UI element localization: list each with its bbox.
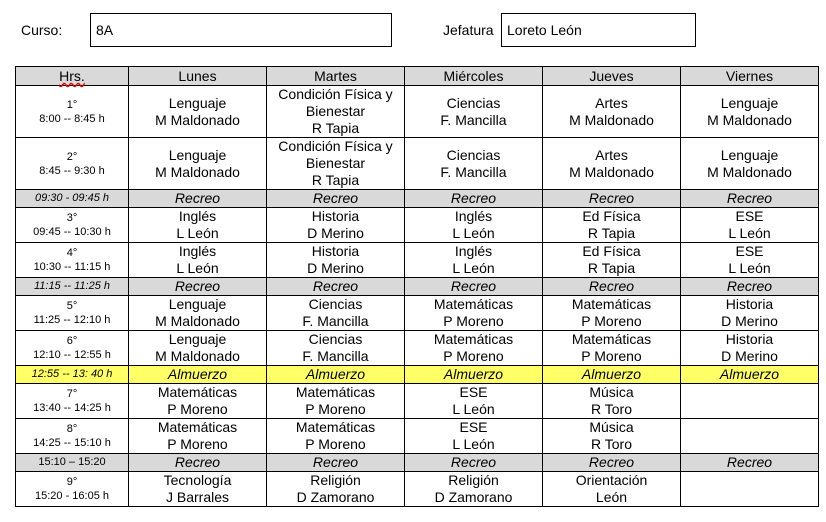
class-cell: [405, 384, 543, 419]
period-number: 3°: [66, 212, 78, 224]
teacher-name: L León: [452, 225, 495, 241]
subject-name: ESE: [735, 243, 764, 259]
class-cell: [681, 384, 819, 419]
col-header-miercoles: Miércoles: [405, 67, 543, 86]
subject-name: Lenguaje: [168, 331, 227, 347]
time-cell: 15:10 – 15:20: [16, 454, 129, 472]
col-header-hrs-text: Hrs.: [59, 68, 85, 84]
teacher-name: L León: [728, 225, 771, 241]
col-header-viernes: Viernes: [681, 67, 819, 86]
subject-name: Lenguaje: [168, 94, 227, 111]
break-cell: Recreo: [543, 278, 681, 296]
teacher-name: F. Mancilla: [440, 163, 507, 180]
period-number: 6°: [66, 335, 78, 347]
period-row: [16, 296, 819, 331]
period-row: [16, 138, 819, 190]
period-time: 8:00 -- 8:45 h: [39, 112, 105, 125]
teacher-name: D Zamorano: [296, 489, 375, 505]
class-cell: [543, 243, 681, 278]
break-cell: Recreo: [543, 190, 681, 208]
teacher-name: P Moreno: [443, 348, 504, 364]
teacher-name: M Maldonado: [569, 163, 654, 180]
teacher-name: R Tapia: [587, 225, 636, 241]
period-number: 4°: [66, 247, 78, 259]
subject-name: Matemáticas: [571, 331, 652, 347]
teacher-name: D Merino: [307, 260, 364, 276]
teacher-name: León: [595, 489, 628, 505]
break-row: [16, 190, 819, 208]
jefatura-label: Jefatura: [443, 22, 494, 38]
class-cell: [543, 472, 681, 507]
time-cell: [16, 419, 129, 454]
time-cell: [16, 208, 129, 243]
class-cell: [405, 243, 543, 278]
teacher-name: M Maldonado: [569, 111, 654, 128]
class-cell: [267, 331, 405, 366]
class-cell: [405, 419, 543, 454]
class-cell: [129, 243, 267, 278]
subject-name: Ed Física: [582, 243, 641, 259]
class-cell: [267, 243, 405, 278]
class-cell: [405, 331, 543, 366]
class-cell: [405, 86, 543, 138]
teacher-name: M Maldonado: [155, 348, 240, 364]
class-cell: [543, 296, 681, 331]
teacher-name: D Zamorano: [434, 489, 513, 505]
subject-name: Lenguaje: [720, 146, 779, 163]
class-cell: [543, 384, 681, 419]
subject-name: Música: [589, 419, 634, 435]
subject-name: Religión: [310, 472, 361, 488]
class-cell: [267, 419, 405, 454]
time-cell: 12:55 -- 13: 40 h: [16, 366, 129, 384]
subject-name: Condición Física y: [278, 86, 393, 102]
teacher-name: L León: [452, 436, 495, 452]
teacher-name: P Moreno: [305, 401, 366, 417]
teacher-name: L León: [176, 225, 219, 241]
col-header-martes: Martes: [267, 67, 405, 86]
break-cell: Recreo: [681, 454, 819, 472]
class-cell: [267, 208, 405, 243]
period-row: [16, 86, 819, 138]
period-time: 8:45 -- 9:30 h: [39, 164, 105, 177]
class-cell: [405, 138, 543, 190]
subject-name: Historia: [725, 331, 774, 347]
teacher-name: F. Mancilla: [302, 348, 369, 364]
subject-name: Inglés: [178, 208, 217, 224]
teacher-name: L León: [452, 401, 495, 417]
subject-name: Historia: [725, 296, 774, 312]
class-cell: [681, 296, 819, 331]
subject-name: Ciencias: [446, 146, 501, 163]
period-row: [16, 384, 819, 419]
break-cell: Recreo: [267, 454, 405, 472]
class-cell: [129, 384, 267, 419]
period-row: [16, 472, 819, 507]
class-cell: [267, 472, 405, 507]
class-cell: [129, 419, 267, 454]
period-time: 13:40 -- 14:25 h: [33, 402, 111, 414]
schedule-table: [15, 66, 819, 507]
period-number: 9°: [66, 476, 78, 488]
period-row: [16, 208, 819, 243]
break-cell: Recreo: [129, 278, 267, 296]
period-row: [16, 331, 819, 366]
subject-name: Inglés: [454, 243, 493, 259]
subject-name: Ciencias: [308, 331, 363, 347]
subject-name: Matemáticas: [157, 419, 238, 435]
lunch-cell: Almuerzo: [405, 366, 543, 384]
period-number: 1°: [66, 98, 78, 111]
class-cell: [129, 296, 267, 331]
subject-name: Tecnología: [163, 472, 232, 488]
subject-name: ESE: [459, 384, 488, 400]
teacher-name: M Maldonado: [155, 163, 240, 180]
teacher-name: L León: [452, 260, 495, 276]
subject-name: Ed Física: [582, 208, 641, 224]
break-cell: Recreo: [405, 190, 543, 208]
subject-name: Matemáticas: [433, 296, 514, 312]
curso-field[interactable]: 8A: [90, 13, 392, 47]
subject-name: Ciencias: [446, 94, 501, 111]
lunch-cell: Almuerzo: [267, 366, 405, 384]
subject-name: Matemáticas: [433, 331, 514, 347]
subject-name: Bienestar: [305, 103, 366, 119]
class-cell: [681, 208, 819, 243]
time-cell: [16, 138, 129, 190]
break-cell: Recreo: [267, 278, 405, 296]
class-cell: [129, 208, 267, 243]
break-cell: Recreo: [543, 454, 681, 472]
break-cell: Recreo: [681, 278, 819, 296]
teacher-name: J Barrales: [165, 489, 230, 505]
class-cell: [129, 331, 267, 366]
class-cell: [681, 472, 819, 507]
subject-name: Lenguaje: [168, 146, 227, 163]
class-cell: [543, 208, 681, 243]
time-cell: 11:15 -- 11:25 h: [16, 278, 129, 296]
subject-name: Ciencias: [308, 296, 363, 312]
class-cell: [543, 331, 681, 366]
teacher-name: D Merino: [307, 225, 364, 241]
break-row: [16, 278, 819, 296]
time-cell: [16, 384, 129, 419]
lunch-cell: Almuerzo: [681, 366, 819, 384]
class-cell: [267, 296, 405, 331]
period-time: 11:25 -- 12:10 h: [33, 314, 111, 326]
subject-name: Lenguaje: [720, 94, 779, 111]
period-time: 15:20 - 16:05 h: [34, 490, 109, 502]
teacher-name: P Moreno: [167, 436, 228, 452]
lunch-cell: Almuerzo: [129, 366, 267, 384]
col-header-lunes: Lunes: [129, 67, 267, 86]
period-number: 5°: [66, 300, 78, 312]
class-cell: [405, 208, 543, 243]
time-cell: [16, 243, 129, 278]
curso-label: Curso:: [21, 22, 63, 38]
subject-name: ESE: [459, 419, 488, 435]
teacher-name: D Merino: [721, 348, 778, 364]
teacher-name: F. Mancilla: [440, 111, 507, 128]
class-cell: [129, 138, 267, 190]
teacher-name: R Tapia: [311, 120, 360, 136]
class-cell: [267, 86, 405, 138]
class-cell: [129, 86, 267, 138]
teacher-name: R Toro: [591, 401, 632, 417]
subject-name: Música: [589, 384, 634, 400]
class-cell: [129, 472, 267, 507]
teacher-name: M Maldonado: [707, 163, 792, 180]
teacher-name: F. Mancilla: [302, 313, 369, 329]
subject-name: Matemáticas: [295, 419, 376, 435]
teacher-name: M Maldonado: [155, 111, 240, 128]
lunch-row: [16, 366, 819, 384]
class-cell: [681, 86, 819, 138]
class-cell: [543, 138, 681, 190]
teacher-name: P Moreno: [167, 401, 228, 417]
period-row: [16, 243, 819, 278]
subject-name: Matemáticas: [571, 296, 652, 312]
time-cell: [16, 296, 129, 331]
teacher-name: L León: [728, 260, 771, 276]
class-cell: [543, 86, 681, 138]
col-header-jueves: Jueves: [543, 67, 681, 86]
period-number: 8°: [66, 423, 78, 435]
class-cell: [681, 419, 819, 454]
break-cell: Recreo: [405, 278, 543, 296]
teacher-name: P Moreno: [305, 436, 366, 452]
subject-name: Historia: [311, 208, 360, 224]
subject-name: Inglés: [454, 208, 493, 224]
jefatura-field[interactable]: Loreto León: [501, 13, 696, 47]
subject-name: Lenguaje: [168, 296, 227, 312]
teacher-name: R Toro: [591, 436, 632, 452]
time-cell: 09:30 - 09:45 h: [16, 190, 129, 208]
period-time: 10:30 -- 11:15 h: [33, 261, 111, 273]
class-cell: [543, 419, 681, 454]
period-time: 14:25 -- 15:10 h: [33, 437, 111, 449]
teacher-name: R Tapia: [311, 172, 360, 188]
time-cell: [16, 86, 129, 138]
teacher-name: M Maldonado: [155, 313, 240, 329]
break-cell: Recreo: [129, 190, 267, 208]
time-cell: [16, 472, 129, 507]
class-cell: [267, 138, 405, 190]
subject-name: Inglés: [178, 243, 217, 259]
period-time: 12:10 -- 12:55 h: [33, 349, 111, 361]
break-cell: Recreo: [681, 190, 819, 208]
class-cell: [681, 331, 819, 366]
teacher-name: P Moreno: [581, 313, 642, 329]
subject-name: ESE: [735, 208, 764, 224]
subject-name: Religión: [448, 472, 499, 488]
time-cell: [16, 331, 129, 366]
col-header-hrs: [16, 67, 129, 86]
teacher-name: D Merino: [721, 313, 778, 329]
schedule-body: [16, 86, 819, 507]
period-number: 2°: [66, 150, 78, 163]
teacher-name: P Moreno: [443, 313, 504, 329]
subject-name: Artes: [595, 94, 628, 111]
period-time: 09:45 -- 10:30 h: [33, 226, 111, 238]
break-cell: Recreo: [405, 454, 543, 472]
teacher-name: R Tapia: [587, 260, 636, 276]
header-row: [16, 67, 819, 86]
subject-name: Bienestar: [305, 155, 366, 171]
class-cell: [267, 384, 405, 419]
subject-name: Condición Física y: [278, 138, 393, 154]
subject-name: Matemáticas: [295, 384, 376, 400]
teacher-name: L León: [176, 260, 219, 276]
break-cell: Recreo: [129, 454, 267, 472]
teacher-name: P Moreno: [581, 348, 642, 364]
subject-name: Orientación: [575, 472, 648, 488]
class-cell: [681, 243, 819, 278]
period-number: 7°: [66, 388, 78, 400]
subject-name: Historia: [311, 243, 360, 259]
lunch-cell: Almuerzo: [543, 366, 681, 384]
teacher-name: M Maldonado: [707, 111, 792, 128]
period-row: [16, 419, 819, 454]
class-cell: [405, 296, 543, 331]
class-cell: [405, 472, 543, 507]
subject-name: Artes: [595, 146, 628, 163]
break-row: [16, 454, 819, 472]
break-cell: Recreo: [267, 190, 405, 208]
subject-name: Matemáticas: [157, 384, 238, 400]
class-cell: [681, 138, 819, 190]
